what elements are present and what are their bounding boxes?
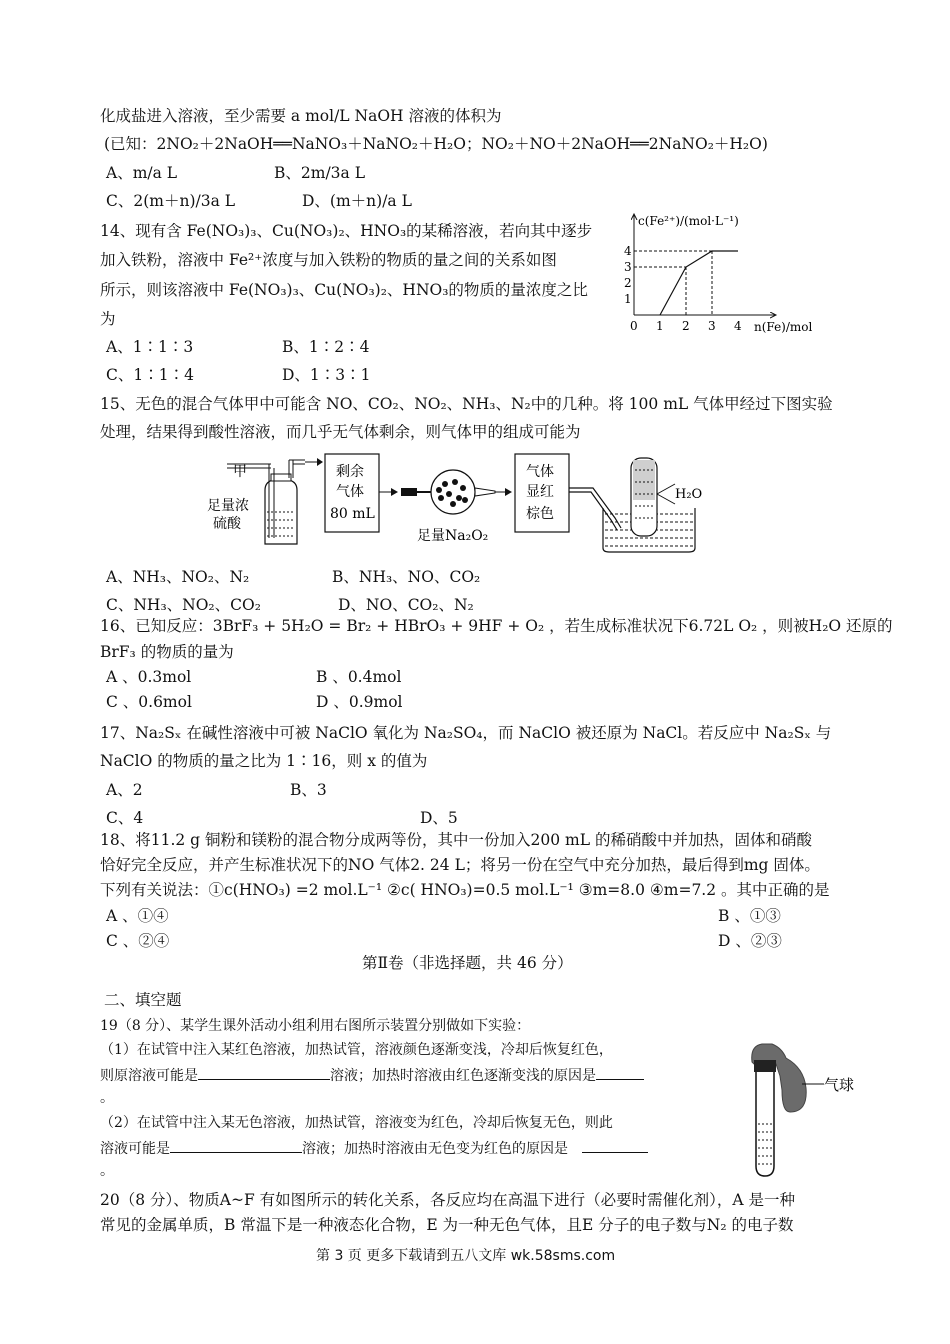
q20-stem-2: 常见的金属单质，B 常温下是一种液态化合物，E 为一种无色气体，且E 分子的电子数与N₂ 的电子数 xyxy=(100,1216,794,1234)
fe2-concentration-graph xyxy=(618,208,838,338)
q14-stem-2: 加入铁粉，溶液中 Fe²⁺浓度与加入铁粉的物质的量之间的关系如图 xyxy=(100,251,557,269)
gas-jia-label: 甲 xyxy=(233,464,247,480)
balloon-label: 气球 xyxy=(824,1076,855,1094)
x-tick-label: 1 xyxy=(656,319,664,333)
x-tick-label: 3 xyxy=(708,319,716,333)
box1-line2: 气体 xyxy=(336,484,364,500)
q19-part2-middle: 溶液；加热时溶液由无色变为红色的原因是 xyxy=(302,1141,568,1157)
q17-stem-2: NaClO 的物质的量之比为 1∶16，则 x 的值为 xyxy=(100,752,428,770)
q17-option-d: D、5 xyxy=(420,809,458,827)
q19-part1-line2 xyxy=(100,1064,644,1086)
na2o2-drying-tube xyxy=(401,470,495,514)
q18-stem-2: 恰好完全反应，并产生标准状况下的NO 气体2. 24 L；将另一份在空气中充分加热，最后得到mg 固体。 xyxy=(100,856,820,874)
q15-option-c: C、NH₃、NO₂、CO₂ xyxy=(106,596,261,614)
q14-option-b: B、1∶2∶4 xyxy=(282,338,370,356)
q13-option-a: A、m/a L xyxy=(106,164,178,182)
q19-part1-blank2[interactable] xyxy=(596,1064,644,1080)
wash-bottle xyxy=(265,460,305,544)
q18-stem-3: 下列有关说法：①c(HNO₃) =2 mol.L⁻¹ ②c( HNO₃)=0.5 mol.L⁻¹ ③m=8.0 ④m=7.2 。其中正确的是 xyxy=(100,881,830,899)
box1-line1: 剩余 xyxy=(336,464,364,480)
q19-part1-end: 。 xyxy=(100,1090,114,1106)
y-tick-label: 1 xyxy=(624,292,632,306)
q18-stem-1: 18、将11.2 g 铜粉和镁粉的混合物分成两等份，其中一份加入200 mL 的稀硝酸中并加热，固体和硝酸 xyxy=(100,831,812,849)
q16-option-b: B 、0.4mol xyxy=(316,668,402,686)
section-title: 第Ⅱ卷（非选择题，共 46 分） xyxy=(362,954,573,972)
q20-stem-1: 20（8 分）、物质A~F 有如图所示的转化关系，各反应均在高温下进行（必要时需催化剂），A 是一种 xyxy=(100,1191,795,1209)
box2-line2: 显红 xyxy=(526,484,554,500)
q17-option-c: C、4 xyxy=(106,809,144,827)
q19-part1-middle: 溶液；加热时溶液由红色逐渐变浅的原因是 xyxy=(330,1068,596,1084)
y-axis-label: c(Fe²⁺)/(mol·L⁻¹) xyxy=(638,214,739,228)
y-tick-label: 2 xyxy=(624,276,632,290)
q16-option-c: C 、0.6mol xyxy=(106,693,192,711)
q19-part2-end: 。 xyxy=(100,1163,114,1179)
page-footer: 第 3 页 更多下载请到五八文库 wk.58sms.com xyxy=(316,1248,616,1264)
q16-stem-2: BrF₃ 的物质的量为 xyxy=(100,643,234,661)
q13-option-d: D、(m＋n)/a L xyxy=(302,192,412,210)
q18-option-d: D 、②③ xyxy=(718,932,782,950)
q19-part2-line2 xyxy=(100,1137,648,1159)
q15-stem-2: 处理，结果得到酸性溶液，而几乎无气体剩余，则气体甲的组成可能为 xyxy=(100,423,581,441)
q19-part1-line1: （1）在试管中注入某红色溶液，加热试管，溶液颜色逐渐变浅，冷却后恢复红色， xyxy=(100,1042,613,1058)
na2o2-label: 足量Na₂O₂ xyxy=(417,528,489,544)
q14-stem-3: 所示，则该溶液中 Fe(NO₃)₃、Cu(NO₃)₂、HNO₃的物质的量浓度之比 xyxy=(100,281,588,299)
q19-part2-blank1[interactable] xyxy=(170,1137,302,1153)
x-tick-label: 0 xyxy=(630,319,638,333)
part-heading: 二、填空题 xyxy=(104,991,182,1009)
acid-label-2: 硫酸 xyxy=(213,516,241,532)
q14-stem-4: 为 xyxy=(100,310,116,328)
q18-option-c: C 、②④ xyxy=(106,932,170,950)
q15-stem-1: 15、无色的混合气体甲中可能含 NO、CO₂、NO₂、NH₃、N₂中的几种。将 100 mL 气体甲经过下图实验 xyxy=(100,395,833,413)
q19-stem: 19（8 分）、某学生课外活动小组利用右图所示装置分别做如下实验： xyxy=(100,1018,531,1034)
q13-option-c: C、2(m＋n)/3a L xyxy=(106,192,236,210)
box2-line3: 棕色 xyxy=(526,506,554,522)
q14-stem-1: 14、现有含 Fe(NO₃)₃、Cu(NO₃)₂、HNO₃的某稀溶液，若向其中逐步 xyxy=(100,222,593,240)
balloon xyxy=(752,1044,806,1112)
q13-option-b: B、2m/3a L xyxy=(274,164,365,182)
acid-label-1: 足量浓 xyxy=(207,498,249,514)
q19-part2-line1: （2）在试管中注入某无色溶液，加热试管，溶液变为红色，冷却后恢复无色，则此 xyxy=(100,1115,613,1131)
q14-option-c: C、1∶1∶4 xyxy=(106,366,194,384)
q13-given-equations: (已知：2NO₂＋2NaOH══NaNO₃＋NaNO₂＋H₂O；NO₂＋NO＋2NaOH══2NaNO₂＋H₂O) xyxy=(104,135,768,153)
q15-option-a: A、NH₃、NO₂、N₂ xyxy=(106,568,250,586)
tube-stopper xyxy=(754,1060,776,1072)
q18-option-b: B 、①③ xyxy=(718,907,781,925)
q13-stem-line: 化成盐进入溶液，至少需要 a mol/L NaOH 溶液的体积为 xyxy=(100,107,502,125)
x-tick-label: 4 xyxy=(734,319,742,333)
q19-part1-prefix: 则原溶液可能是 xyxy=(100,1068,198,1084)
water-trough xyxy=(603,458,695,552)
q15-option-b: B、NH₃、NO、CO₂ xyxy=(332,568,481,586)
q17-stem-1: 17、Na₂Sₓ 在碱性溶液中可被 NaClO 氧化为 Na₂SO₄，而 NaClO 被还原为 NaCl。若反应中 Na₂Sₓ 与 xyxy=(100,724,832,742)
q16-stem-1: 16、已知反应：3BrF₃ + 5H₂O = Br₂ + HBrO₃ + 9HF + O₂ ，若生成标准状况下6.72L O₂ ，则被H₂O 还原的 xyxy=(100,617,893,635)
q17-option-a: A、2 xyxy=(106,781,143,799)
y-tick-label: 4 xyxy=(624,244,632,258)
gas-experiment-apparatus xyxy=(205,448,745,560)
q16-option-a: A 、0.3mol xyxy=(106,668,192,686)
x-axis-label: n(Fe)/mol xyxy=(754,320,813,334)
y-tick-label: 3 xyxy=(624,260,632,274)
fe2-curve xyxy=(660,251,738,315)
box1-line3: 80 mL xyxy=(330,506,375,522)
q14-option-a: A、1∶1∶3 xyxy=(106,338,194,356)
test-tube-balloon-apparatus xyxy=(740,1030,880,1180)
q17-option-b: B、3 xyxy=(290,781,327,799)
q18-option-a: A 、①④ xyxy=(106,907,169,925)
q15-option-d: D、NO、CO₂、N₂ xyxy=(338,596,474,614)
q14-option-d: D、1∶3∶1 xyxy=(282,366,371,384)
box2-line1: 气体 xyxy=(526,464,554,480)
x-tick-label: 2 xyxy=(682,319,690,333)
q19-part2-blank2[interactable] xyxy=(582,1137,648,1153)
q19-part1-blank1[interactable] xyxy=(198,1064,330,1080)
water-label: H₂O xyxy=(675,487,703,502)
q16-option-d: D 、0.9mol xyxy=(316,693,403,711)
q19-part2-prefix: 溶液可能是 xyxy=(100,1141,170,1157)
